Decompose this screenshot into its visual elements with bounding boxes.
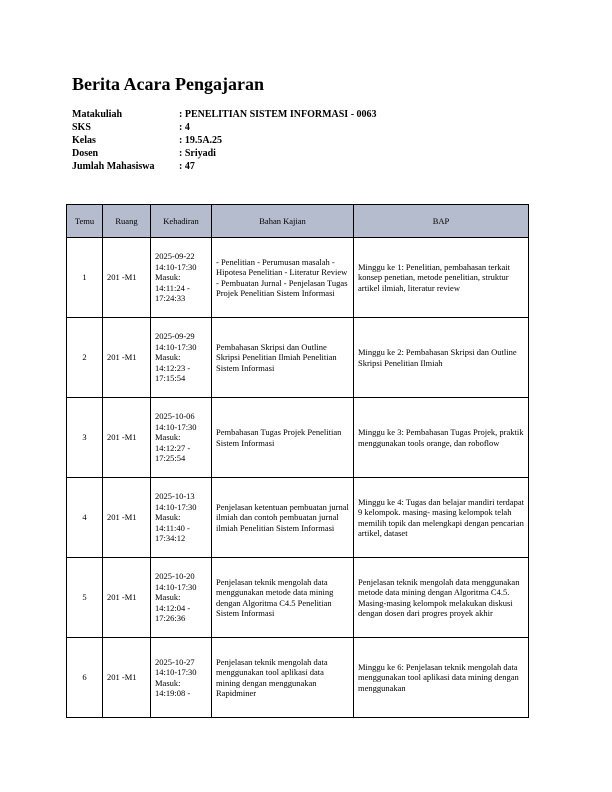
kehadiran-cell: [151, 238, 212, 318]
info-row-dosen: [72, 147, 377, 160]
info-row-jumlah-mahasiswa: [72, 160, 377, 173]
kehadiran-in: 14:11:24 -: [155, 282, 190, 293]
bahan-kajian-cell: Pembahasan Skripsi dan Outline Skripsi Penelitian Ilmiah Penelitian Sistem Informasi: [212, 318, 354, 398]
info-value: : 47: [179, 161, 195, 172]
kehadiran-label: Masuk:: [155, 592, 181, 603]
kehadiran-date: 2025-10-06: [155, 411, 195, 422]
ruang-cell: 201 -M1: [103, 398, 151, 478]
kehadiran-schedule: 14:10-17:30: [155, 667, 197, 677]
temu-cell: 3: [67, 398, 103, 478]
kehadiran-cell: [151, 318, 212, 398]
kehadiran-date: 2025-09-22: [155, 251, 195, 262]
bap-cell: Minggu ke 4: Tugas dan belajar mandiri terdapat 9 kelompok. masing- masing kelompok telah memilih topik dan melengkapi dengan pencarian artikel, dataset: [354, 478, 529, 558]
kehadiran-label: Masuk:: [155, 512, 181, 523]
info-label: Dosen: [72, 148, 99, 159]
kehadiran-date: 2025-10-27: [155, 656, 195, 667]
table-row: [67, 318, 529, 398]
bap-cell: Minggu ke 1: Penelitian, pembahasan terkait konsep penetian, metode penelitian, struktur artikel ilmiah, literatur review: [354, 238, 529, 318]
table-header-row: [67, 205, 529, 238]
info-row-kelas: [72, 134, 377, 147]
temu-cell: 2: [67, 318, 103, 398]
info-label: Jumlah Mahasiswa: [72, 161, 155, 172]
column-header-temu: Temu: [67, 205, 103, 238]
table-row: [67, 638, 529, 718]
kehadiran-in: 14:12:04 -: [155, 602, 191, 613]
info-value: : 4: [179, 122, 190, 133]
info-label: SKS: [72, 122, 91, 133]
table-row: [67, 238, 529, 318]
course-info: [72, 108, 377, 173]
ruang-cell: 201 -M1: [103, 638, 151, 718]
kehadiran-out: 17:24:33: [155, 293, 186, 304]
ruang-cell: 201 -M1: [103, 558, 151, 638]
kehadiran-cell: [151, 478, 212, 558]
kehadiran-in: 14:12:23 -: [155, 362, 191, 373]
info-row-sks: [72, 121, 377, 134]
kehadiran-in: 14:11:40 -: [155, 522, 190, 533]
column-header-ruang: Ruang: [103, 205, 151, 238]
info-value: : 19.5A.25: [179, 135, 223, 146]
kehadiran-out: 17:15:54: [155, 373, 186, 384]
info-label: Kelas: [72, 135, 96, 146]
bahan-kajian-cell: Pembahasan Tugas Projek Penelitian Sistem Informasi: [212, 398, 354, 478]
kehadiran-cell: [151, 558, 212, 638]
kehadiran-cell: [151, 638, 212, 718]
kehadiran-in: 14:12:27 -: [155, 442, 191, 453]
kehadiran-label: Masuk:: [155, 677, 181, 688]
table-row: [67, 478, 529, 558]
bahan-kajian-cell: Penjelasan teknik mengolah data menggunakan tool aplikasi data mining dengan menggunakan Rapidminer: [212, 638, 354, 718]
bap-cell: Minggu ke 3: Pembahasan Tugas Projek, praktik menggunakan tools orange, dan roboflow: [354, 398, 529, 478]
info-row-matakuliah: [72, 108, 377, 121]
table-row: [67, 558, 529, 638]
ruang-cell: 201 -M1: [103, 318, 151, 398]
kehadiran-date: 2025-10-13: [155, 491, 195, 502]
kehadiran-schedule: 14:10-17:30: [155, 261, 197, 272]
kehadiran-in: 14:19:08 -: [155, 688, 191, 698]
kehadiran-cell: [151, 398, 212, 478]
column-header-bahan-kajian: Bahan Kajian: [212, 205, 354, 238]
bahan-kajian-cell: Penjelasan teknik mengolah data menggunakan metode data mining dengan Algoritma C4.5 Penelitian Sistem Informasi: [212, 558, 354, 638]
kehadiran-schedule: 14:10-17:30: [155, 421, 197, 432]
kehadiran-label: Masuk:: [155, 352, 181, 363]
ruang-cell: 201 -M1: [103, 238, 151, 318]
column-header-kehadiran: Kehadiran: [151, 205, 212, 238]
info-label: Matakuliah: [72, 109, 123, 120]
temu-cell: 4: [67, 478, 103, 558]
info-value: : Sriyadi: [179, 148, 216, 159]
kehadiran-label: Masuk:: [155, 432, 181, 443]
kehadiran-date: 2025-10-20: [155, 571, 195, 582]
kehadiran-out: 17:25:54: [155, 453, 186, 464]
teaching-record-table: [66, 204, 529, 718]
kehadiran-schedule: 14:10-17:30: [155, 581, 197, 592]
kehadiran-schedule: 14:10-17:30: [155, 341, 197, 352]
temu-cell: 1: [67, 238, 103, 318]
table-row: [67, 398, 529, 478]
kehadiran-out: 17:26:36: [155, 613, 186, 624]
bap-cell: Minggu ke 6: Penjelasan teknik mengolah data menggunakan tool aplikasi data mining dengan menggunakan: [354, 638, 529, 718]
column-header-bap: BAP: [354, 205, 529, 238]
temu-cell: 6: [67, 638, 103, 718]
kehadiran-schedule: 14:10-17:30: [155, 501, 197, 512]
bahan-kajian-cell: Penjelasan ketentuan pembuatan jurnal ilmiah dan contoh pembuatan jurnal ilmiah Penelitian Sistem Informasi: [212, 478, 354, 558]
temu-cell: 5: [67, 558, 103, 638]
bap-cell: Minggu ke 2: Pembahasan Skripsi dan Outline Skripsi Penelitian Ilmiah: [354, 318, 529, 398]
ruang-cell: 201 -M1: [103, 478, 151, 558]
kehadiran-date: 2025-09-29: [155, 331, 195, 342]
kehadiran-out: 17:34:12: [155, 533, 186, 544]
kehadiran-label: Masuk:: [155, 272, 181, 283]
info-value: : PENELITIAN SISTEM INFORMASI - 0063: [179, 109, 377, 120]
page-title: Berita Acara Pengajaran: [72, 74, 264, 94]
bap-cell: Penjelasan teknik mengolah data menggunakan metode data mining dengan Algoritma C4.5. Masing-masing kelompok melakukan diskusi dengan dosen dari progres proyek akhir: [354, 558, 529, 638]
bahan-kajian-cell: - Penelitian - Perumusan masalah - Hipotesa Penelitian - Literatur Review - Pembuatan Jurnal - Penjelasan Tugas Projek Penelitian Sistem Informasi: [212, 238, 354, 318]
